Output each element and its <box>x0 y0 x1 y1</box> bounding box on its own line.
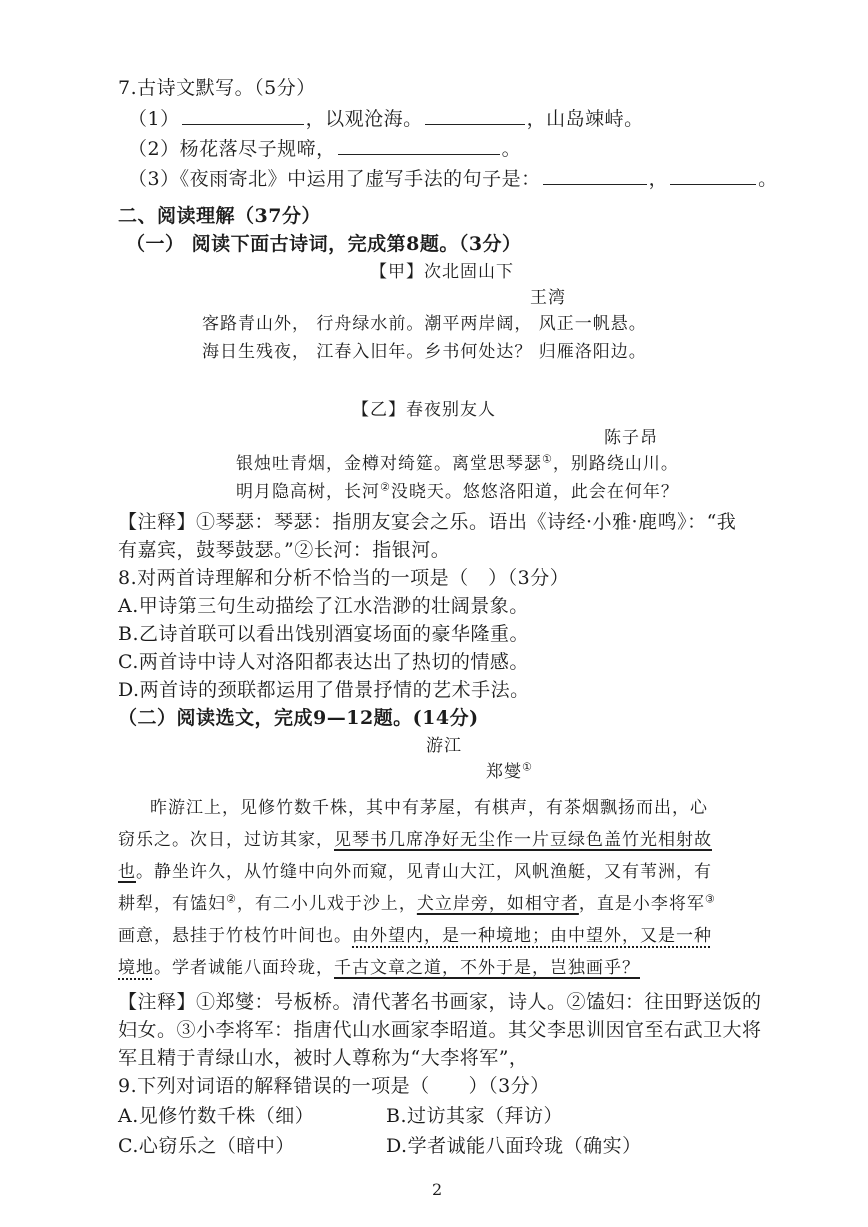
q7-item-2: （2）杨花落尽子规啼， 。 <box>128 138 522 160</box>
answer-blank[interactable] <box>338 136 500 155</box>
q8-stem: 8.对两首诗理解和分析不恰当的一项是（ ）（3分） <box>118 567 570 589</box>
note-1-line-1: 【注释】①琴瑟：琴瑟：指朋友宴会之乐。语出《诗经·小雅·鹿鸣》：“我 <box>118 511 737 533</box>
essay-line-3: 也。静坐许久，从竹缝中向外而窥，见青山大江，风帆渔艇，又有苇洲，有 <box>118 862 712 882</box>
q9-option-b[interactable]: B.过访其家（拜访） <box>386 1105 564 1127</box>
poem-b-line-1: 银烛吐青烟，金樽对绮筵。离堂思琴瑟①，别路绕山川。 <box>236 452 679 474</box>
essay-title: 游江 <box>426 736 462 756</box>
answer-blank[interactable] <box>182 106 304 125</box>
q9-option-d[interactable]: D.学者诚能八面玲珑（确实） <box>386 1135 642 1157</box>
footnote-marker: ② <box>226 892 237 906</box>
essay-line-5: 画意，悬挂于竹枝竹叶间也。由外望内，是一种境地；由中望外，又是一种 <box>118 926 712 946</box>
essay-line-6: 境地。学者诚能八面玲珑，千古文章之道，不外于是，岂独画乎？ <box>118 958 640 978</box>
note-2-line-2: 妇女。③小李将军：指唐代山水画家李昭道。其父李思训因官至右武卫大将 <box>118 1019 762 1041</box>
answer-blank[interactable] <box>670 166 756 185</box>
footnote-marker: ① <box>542 452 553 466</box>
part-1-heading: （一） 阅读下面古诗词，完成第8题。（3分） <box>126 233 522 255</box>
poem-a-title: 【甲】次北固山下 <box>370 262 514 282</box>
page-number: 2 <box>432 1180 443 1199</box>
dotted-sentence: 由外望内，是一种境地；由中望外，又是一种 <box>352 926 712 946</box>
q9-stem: 9.下列对词语的解释错误的一项是（ ）（3分） <box>118 1075 550 1097</box>
q8-option-d[interactable]: D.两首诗的颈联都运用了借景抒情的艺术手法。 <box>118 679 530 701</box>
q8-option-a[interactable]: A.甲诗第三句生动描绘了江水浩渺的壮阔景象。 <box>118 595 529 617</box>
q7-item-1: （1） ，以观沧海。 ，山岛竦峙。 <box>128 108 644 130</box>
underlined-sentence: 见琴书几席净好无尘作一片豆绿色盖竹光相射故 <box>334 830 712 850</box>
note-2-line-3: 军且精于青绿山水，被时人尊称为“大李将军”， <box>118 1047 529 1069</box>
poem-b-title: 【乙】春夜别友人 <box>352 400 496 420</box>
essay-author: 郑燮① <box>486 760 533 782</box>
poem-a-author: 王湾 <box>530 288 566 308</box>
q8-option-b[interactable]: B.乙诗首联可以看出饯别酒宴场面的豪华隆重。 <box>118 623 530 645</box>
essay-line-2: 窃乐之。次日，过访其家，见琴书几席净好无尘作一片豆绿色盖竹光相射故 <box>118 830 712 850</box>
essay-line-1: 昨游江上，见修竹数千株，其中有茅屋，有棋声，有茶烟飘扬而出，心 <box>150 798 708 818</box>
essay-line-4: 耕犁，有馌妇②，有二小儿戏于沙上，犬立岸旁，如相守者，直是小李将军③ <box>118 892 716 914</box>
q9-option-a[interactable]: A.见修竹数千株（细） <box>118 1105 315 1127</box>
poem-a-line-1: 客路青山外， 行舟绿水前。潮平两岸阔， 风正一帆悬。 <box>202 314 647 334</box>
part-2-heading: （二）阅读选文，完成9—12题。(14分) <box>118 707 479 729</box>
footnote-marker: ① <box>522 760 533 774</box>
note-1-line-2: 有嘉宾，鼓琴鼓瑟。”②长河：指银河。 <box>118 539 451 561</box>
q7-item-3: （3）《夜雨寄北》中运用了虚写手法的句子是： ， 。 <box>128 168 778 190</box>
note-2-line-1: 【注释】①郑燮：号板桥。清代著名书画家，诗人。②馌妇：往田野送饭的 <box>118 991 762 1013</box>
footnote-marker: ③ <box>704 892 716 906</box>
section-2-title: 二、阅读理解（37分） <box>118 205 321 227</box>
q7-title: 7.古诗文默写。（5分） <box>118 77 316 99</box>
underlined-sentence: 千古文章之道，不外于是，岂独画乎？ <box>334 958 640 978</box>
underlined-sentence: 犬立岸旁，如相守者 <box>416 894 579 914</box>
q9-option-c[interactable]: C.心窃乐之（暗中） <box>118 1135 295 1157</box>
answer-blank[interactable] <box>543 166 647 185</box>
poem-a-line-2: 海日生残夜， 江春入旧年。乡书何处达？ 归雁洛阳边。 <box>202 342 647 362</box>
q8-option-c[interactable]: C.两首诗中诗人对洛阳都表达出了热切的情感。 <box>118 651 529 673</box>
poem-b-line-2: 明月隐高树，长河②没晓天。悠悠洛阳道，此会在何年？ <box>236 480 679 502</box>
answer-blank[interactable] <box>425 106 525 125</box>
footnote-marker: ② <box>380 480 391 494</box>
poem-b-author: 陈子昂 <box>604 428 658 448</box>
